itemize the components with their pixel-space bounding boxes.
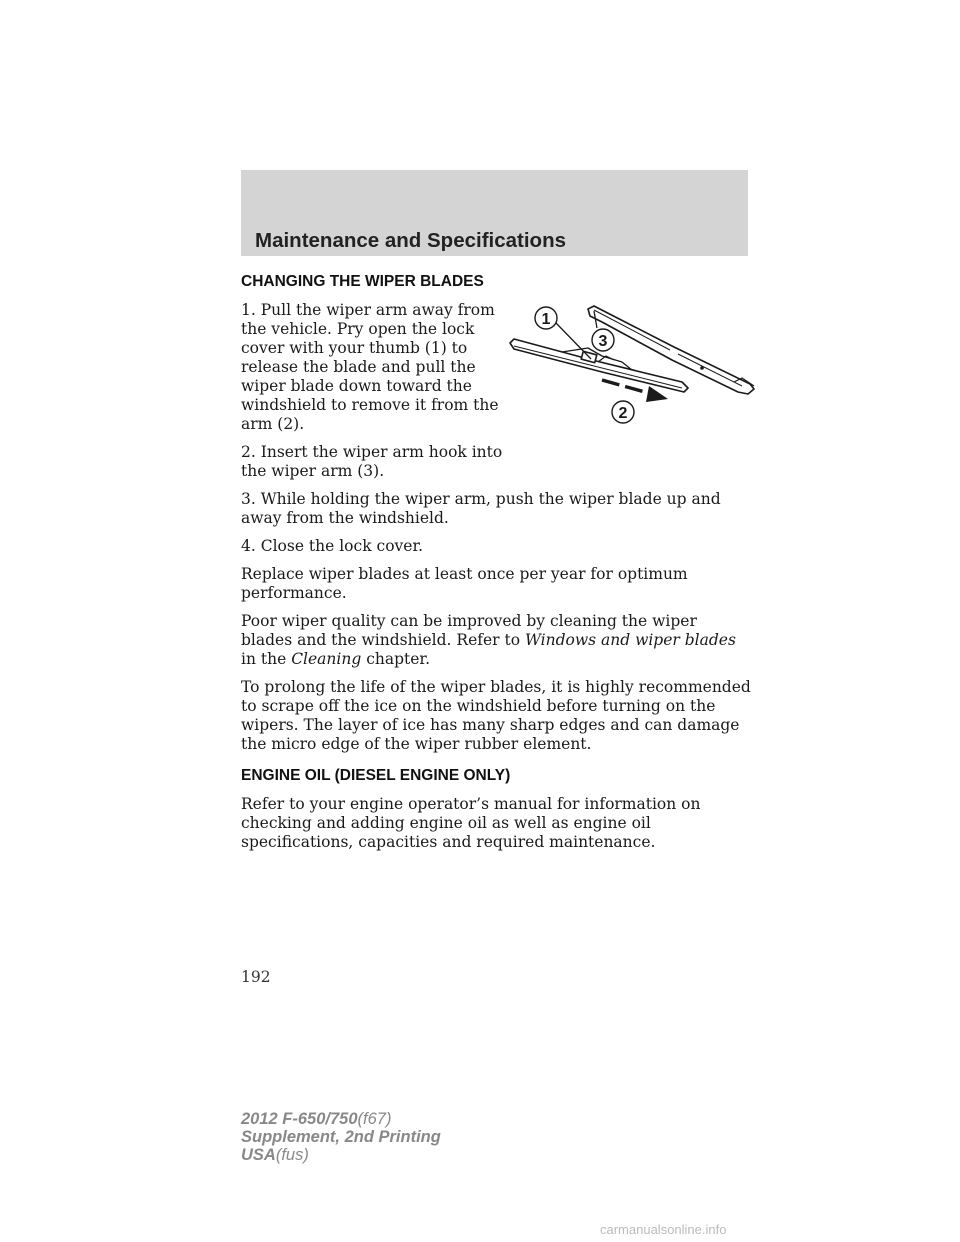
engine-oil-text: Refer to your engine operator’s manual for information on checking and adding engine oil as well as engine oil specifications, capacities and required maintenance. (241, 795, 701, 851)
poor-quality-mid: in the (241, 650, 292, 668)
poor-quality-text (241, 612, 751, 669)
callout-1-label: 1 (541, 311, 551, 328)
callout-1 (535, 307, 557, 329)
prolong-life-text: To prolong the life of the wiper blades, it is highly recommended to scrape off the ice on the windshield before turning on the wipers. The layer of ice has many sharp edges and can damage the micro edge of the wiper rubber element. (241, 678, 751, 753)
footer-model: 2012 F-650/750 (241, 1110, 358, 1128)
cross-reference-windows-wipers: Windows and wiper blades (525, 631, 736, 649)
heading-changing-wiper-blades: CHANGING THE WIPER BLADES (241, 273, 484, 290)
callout-2 (612, 401, 634, 423)
page-number: 192 (241, 968, 271, 986)
watermark: carmanualsonline.info (600, 1222, 727, 1237)
cross-reference-cleaning: Cleaning (291, 650, 362, 668)
document-footer (241, 1110, 441, 1164)
poor-quality-pre: Poor wiper quality can be improved by cleaning the wiper blades and the windshield. Refer to (241, 612, 697, 649)
footer-market-code: (fus) (275, 1146, 309, 1164)
callout-3 (592, 329, 614, 351)
poor-quality-post: chapter. (361, 650, 431, 668)
callout-2-label: 2 (618, 405, 628, 422)
section-title: Maintenance and Specifications (255, 229, 566, 252)
step-2-text: 2. Insert the wiper arm hook into the wiper arm (3). (241, 443, 503, 480)
step-3-text: 3. While holding the wiper arm, push the wiper blade up and away from the windshield. (241, 490, 721, 527)
replace-blades-text: Replace wiper blades at least once per year for optimum performance. (241, 565, 688, 602)
footer-market: USA (241, 1146, 276, 1164)
callout-3-label: 3 (598, 333, 608, 350)
footer-model-code: (f67) (357, 1110, 392, 1128)
step-1-text: 1. Pull the wiper arm away from the vehicle. Pry open the lock cover with your thumb (1) to release the blade and pull the wiper blade down toward the windshield to remove it from the arm (2). (241, 301, 499, 433)
wiper-blade-diagram (502, 296, 762, 432)
step-4-text: 4. Close the lock cover. (241, 537, 424, 555)
heading-engine-oil: ENGINE OIL (DIESEL ENGINE ONLY) (241, 767, 511, 784)
footer-edition: Supplement, 2nd Printing (241, 1128, 441, 1146)
